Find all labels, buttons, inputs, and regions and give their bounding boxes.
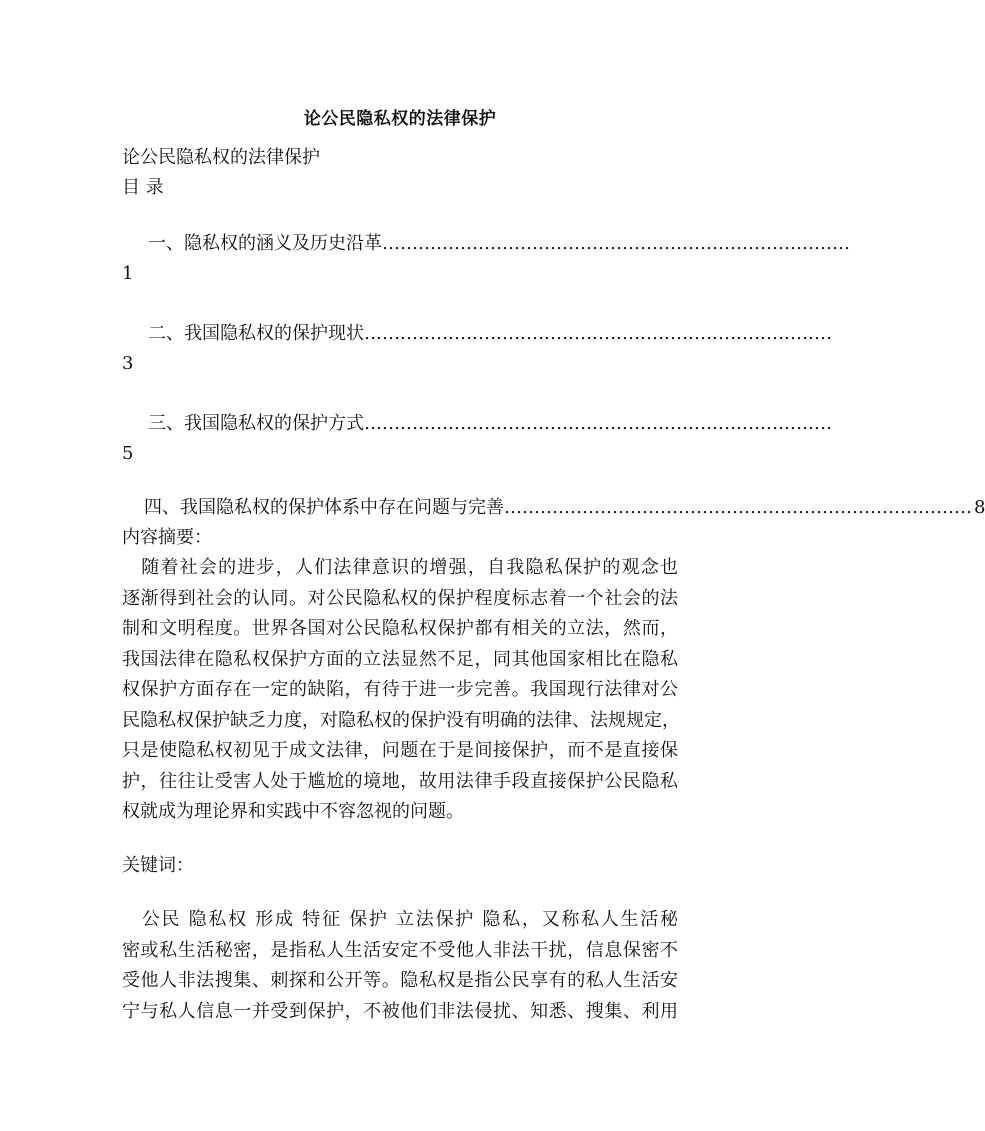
body-line: 公民 隐私权 形成 特征 保护 立法保护 隐私，又称私人生活秘 (122, 909, 678, 930)
abstract-line: 制和文明程度。世界各国对公民隐私权保护都有相关的立法，然而， (122, 618, 678, 639)
toc-leader-dots: …………………………………………………………………… (504, 497, 972, 518)
abstract-line: 逐渐得到社会的认同。对公民隐私权的保护程度标志着一个社会的法 (122, 587, 678, 609)
body-paragraph (122, 905, 678, 1027)
toc-entry (122, 229, 850, 259)
toc-entry-page: 1 (122, 263, 134, 284)
abstract-line: 随着社会的进步，人们法律意识的增强，自我隐私保护的观念也 (122, 557, 678, 578)
toc-leader-dots: …………………………………………………………………… (364, 413, 832, 434)
toc-entry (122, 319, 832, 349)
abstract-line: 只是使隐私权初见于成文法律，问题在于是间接保护，而不是直接保 (122, 740, 678, 761)
toc-entry-text: 四、我国隐私权的保护体系中存在问题与完善 (144, 497, 504, 518)
keywords-label: 关键词： (122, 855, 194, 876)
toc-leader-dots: …………………………………………………………………… (382, 233, 850, 254)
toc-entry-page: 5 (122, 443, 134, 464)
toc-leader-dots: …………………………………………………………………… (364, 323, 832, 344)
abstract-paragraph (122, 553, 678, 828)
body-line: 宁与私人信息一并受到保护，不被他们非法侵扰、知悉、搜集、利用 (122, 1000, 678, 1022)
toc-entry-page: 3 (122, 353, 134, 374)
toc-entry-text: 二、我国隐私权的保护现状 (148, 323, 364, 344)
document-subtitle: 论公民隐私权的法律保护 (122, 147, 320, 168)
abstract-line: 护，往往让受害人处于尴尬的境地，故用法律手段直接保护公民隐私 (122, 770, 678, 792)
toc-entry (122, 409, 832, 439)
toc-entry (122, 493, 985, 523)
body-line: 密或私生活秘密，是指私人生活安定不受他人非法干扰，信息保密不 (122, 939, 678, 961)
abstract-line: 我国法律在隐私权保护方面的立法显然不足，同其他国家相比在隐私 (122, 648, 678, 670)
document-title: 论公民隐私权的法律保护 (303, 109, 497, 129)
toc-heading: 目 录 (122, 177, 164, 198)
body-line: 受他人非法搜集、刺探和公开等。隐私权是指公民享有的私人生活安 (122, 970, 678, 991)
abstract-line: 权保护方面存在一定的缺陷，有待于进一步完善。我国现行法律对公 (122, 679, 678, 700)
toc-entry-text: 一、隐私权的涵义及历史沿革 (148, 233, 382, 254)
abstract-label: 内容摘要： (122, 527, 212, 548)
toc-entry-page: 8 (974, 497, 985, 518)
toc-entry-text: 三、我国隐私权的保护方式 (148, 413, 364, 434)
abstract-line: 民隐私权保护缺乏力度，对隐私权的保护没有明确的法律、法规规定， (122, 709, 680, 731)
abstract-line: 权就成为理论界和实践中不容忽视的问题。 (122, 801, 464, 822)
